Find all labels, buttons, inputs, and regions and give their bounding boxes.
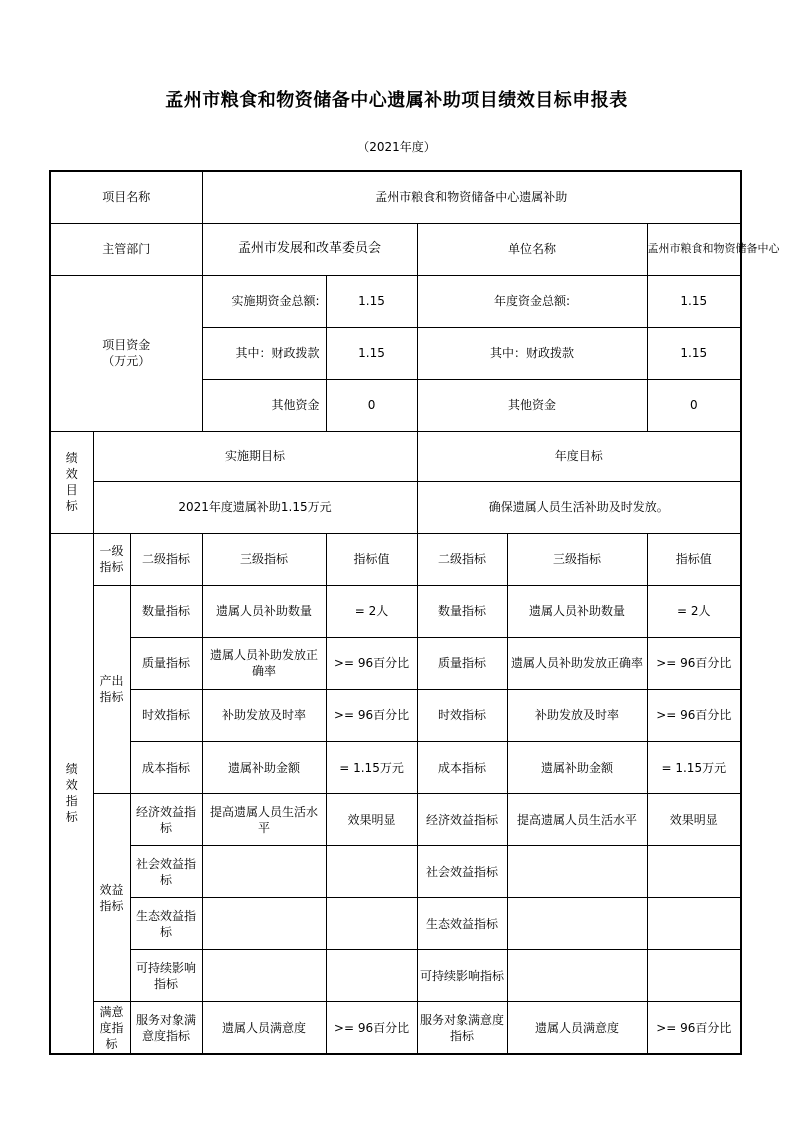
- period-goal-header: 实施期目标: [93, 431, 417, 481]
- table-row: 满意度指标 服务对象满意度指标 遗属人员满意度 >= 96百分比 服务对象满意度指标 遗属人员满意度 >= 96百分比: [50, 1002, 741, 1054]
- period-goal-text: 2021年度遗属补助1.15万元: [93, 481, 417, 533]
- value-header: 指标值: [326, 533, 417, 585]
- table-row: 时效指标 补助发放及时率 >= 96百分比 时效指标 补助发放及时率 >= 96百分比: [50, 689, 741, 741]
- level2-header-annual: 二级指标: [417, 533, 507, 585]
- total-funds-label: 实施期资金总额:: [202, 275, 326, 327]
- table-row: 效益指标 经济效益指标 提高遗属人员生活水平 效果明显 经济效益指标 提高遗属人员生活水平 效果明显: [50, 794, 741, 846]
- table-row: 成本指标 遗属补助金额 = 1.15万元 成本指标 遗属补助金额 = 1.15万元: [50, 742, 741, 794]
- annual-funds-label: 年度资金总额:: [417, 275, 647, 327]
- indicators-side-label: 绩 效 指 标: [50, 533, 93, 1054]
- dept-label: 主管部门: [50, 223, 202, 275]
- project-name-label: 项目名称: [50, 171, 202, 223]
- annual-goal-text: 确保遗属人员生活补助及时发放。: [417, 481, 741, 533]
- table-row: 产出指标 数量指标 遗属人员补助数量 = 2人 数量指标 遗属人员补助数量 = 2人: [50, 585, 741, 637]
- other-funds-label: 其他资金: [202, 379, 326, 431]
- unit-label: 单位名称: [417, 223, 647, 275]
- page-title: 孟州市粮食和物资储备中心遗属补助项目绩效目标申报表: [165, 90, 628, 111]
- value-header-annual: 指标值: [647, 533, 741, 585]
- table-row: 质量指标 遗属人员补助发放正确率 >= 96百分比 质量指标 遗属人员补助发放正确率 >= 96百分比: [50, 637, 741, 689]
- dept-value: 孟州市发展和改革委员会: [202, 223, 417, 275]
- table-row: 可持续影响指标 可持续影响指标: [50, 950, 741, 1002]
- fiscal-funds-label: 其中：财政拨款: [202, 327, 326, 379]
- annual-goal-header: 年度目标: [417, 431, 741, 481]
- level3-header: 三级指标: [202, 533, 326, 585]
- funds-label: [50, 275, 202, 431]
- fiscal-funds-value: 1.15: [326, 327, 417, 379]
- level3-header-annual: 三级指标: [507, 533, 647, 585]
- funds-label-line1: 项目资金: [102, 338, 151, 353]
- table-row: 生态效益指标 生态效益指标: [50, 898, 741, 950]
- annual-fiscal-funds-value: 1.15: [647, 327, 741, 379]
- satisfaction-indicators-label: 满意度指标: [93, 1002, 130, 1054]
- unit-value: 孟州市粮食和物资储备中心: [647, 223, 741, 275]
- output-indicators-label: 产出指标: [93, 585, 130, 793]
- annual-other-funds-label: 其他资金: [417, 379, 647, 431]
- benefit-indicators-label: 效益指标: [93, 794, 130, 1002]
- other-funds-value: 0: [326, 379, 417, 431]
- year-subtitle: （2021年度）: [357, 140, 436, 154]
- level2-header: 二级指标: [130, 533, 202, 585]
- total-funds-value: 1.15: [326, 275, 417, 327]
- project-name-value: 孟州市粮食和物资储备中心遗属补助: [202, 171, 741, 223]
- goals-side-label: 绩 效 目 标: [50, 431, 93, 533]
- level1-header: 一级指标: [93, 533, 130, 585]
- performance-table: [49, 170, 780, 1055]
- funds-label-line2: （万元）: [102, 354, 151, 369]
- annual-funds-value: 1.15: [647, 275, 741, 327]
- annual-fiscal-funds-label: 其中：财政拨款: [417, 327, 647, 379]
- table-row: 社会效益指标 社会效益指标: [50, 846, 741, 898]
- annual-other-funds-value: 0: [647, 379, 741, 431]
